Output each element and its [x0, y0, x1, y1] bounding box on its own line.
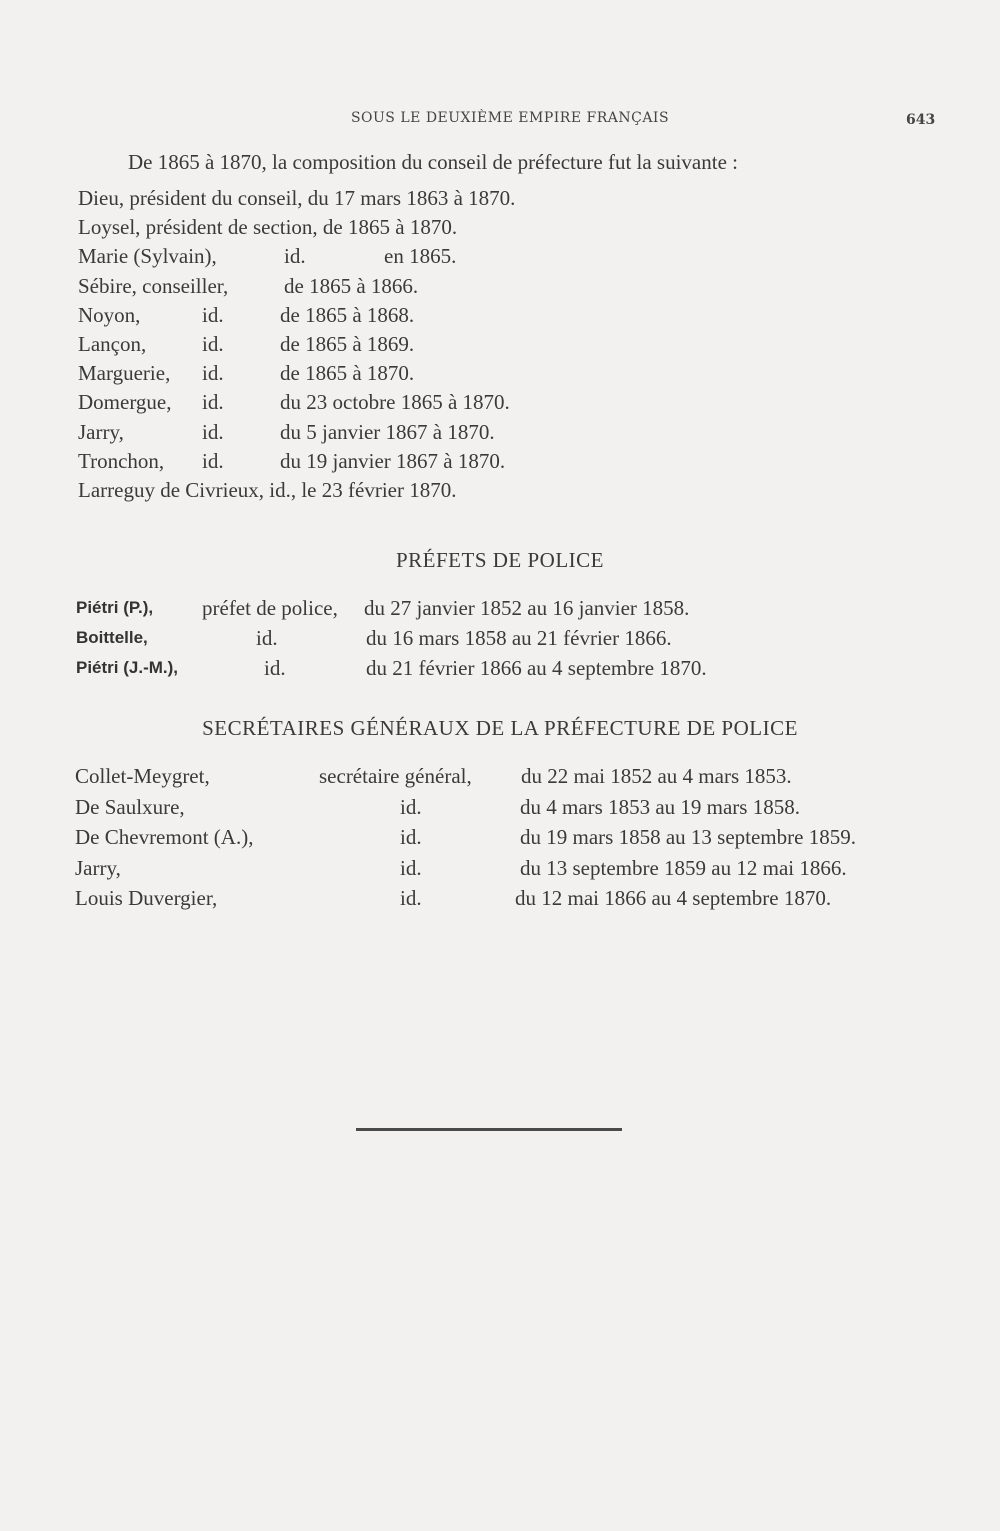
entry-name: Piétri (J.-M.),	[76, 658, 179, 677]
entry-name: Marguerie,	[78, 361, 171, 386]
entry-role: id.	[400, 855, 422, 880]
entry-dates: du 13 septembre 1859 au 12 mai 1866.	[520, 855, 847, 880]
entry-name: Collet-Meygret,	[75, 764, 210, 788]
entry-role: id.	[400, 825, 422, 849]
entry-dates: du 19 janvier 1867 à 1870.	[280, 448, 506, 473]
entry-role: id.	[202, 419, 224, 444]
entry-text: Loysel, président de section, de 1865 à 1870.	[78, 215, 458, 240]
entry-name: De Saulxure,	[75, 794, 185, 819]
entry-dates: de 1865 à 1870.	[280, 361, 415, 386]
entry-dates: du 21 février 1866 au 4 septembre 1870.	[366, 656, 707, 680]
entry-dates: en 1865.	[384, 244, 457, 269]
closing-rule	[356, 1128, 622, 1131]
entry-role: id.	[284, 244, 306, 269]
entry-name: Jarry,	[75, 855, 121, 880]
entry-dates: de 1865 à 1868.	[280, 302, 415, 327]
entry-name: Lançon,	[78, 331, 147, 356]
entry-role: id.	[202, 390, 224, 415]
entry-role: id.	[256, 626, 278, 650]
entry-role: id.	[202, 302, 224, 327]
entry-role: id.	[202, 448, 224, 473]
entry-dates: de 1865 à 1869.	[280, 331, 415, 356]
entry-role: id.	[202, 361, 224, 386]
entry-name: Boittelle,	[76, 628, 148, 647]
entry-name: Louis Duvergier,	[75, 886, 218, 910]
entry-name: Jarry,	[78, 419, 124, 444]
entry-name: Noyon,	[78, 302, 141, 327]
entry-dates: du 19 mars 1858 au 13 septembre 1859.	[520, 825, 856, 849]
entry-name: Tronchon,	[78, 448, 165, 473]
running-title: SOUS LE DEUXIÈME EMPIRE FRANÇAIS	[350, 110, 670, 126]
entry-name: Piétri (P.),	[76, 598, 154, 617]
entry-text: Dieu, président du conseil, du 17 mars 1863 à 1870.	[78, 186, 516, 210]
entry-role: id.	[202, 331, 224, 356]
entry-dates: du 23 octobre 1865 à 1870.	[280, 390, 510, 415]
entry-name: Marie (Sylvain),	[78, 244, 217, 269]
entry-dates: de 1865 à 1866.	[284, 273, 419, 298]
entry-name: Domergue,	[78, 390, 172, 415]
entry-role: secrétaire général,	[319, 764, 472, 788]
section-title-secretaires: SECRÉTAIRES GÉNÉRAUX DE LA PRÉFECTURE DE POLICE	[202, 716, 798, 740]
entry-dates: du 5 janvier 1867 à 1870.	[280, 419, 495, 444]
entry-dates: du 4 mars 1853 au 19 mars 1858.	[520, 794, 800, 819]
entry-text: Larreguy de Civrieux, id., le 23 février 1870.	[78, 477, 457, 502]
entry-role: id.	[400, 794, 422, 819]
entry-name: Sébire, conseiller,	[78, 273, 229, 298]
entry-role: id.	[400, 886, 422, 910]
entry-dates: du 16 mars 1858 au 21 février 1866.	[366, 626, 672, 650]
entry-name: De Chevremont (A.),	[75, 825, 254, 849]
entry-dates: du 22 mai 1852 au 4 mars 1853.	[521, 764, 792, 788]
entry-dates: du 27 janvier 1852 au 16 janvier 1858.	[364, 596, 690, 620]
entry-dates: du 12 mai 1866 au 4 septembre 1870.	[515, 886, 832, 910]
page-number: 643	[906, 112, 936, 128]
entry-role: préfet de police,	[202, 596, 338, 620]
section-title-prefets: PRÉFETS DE POLICE	[395, 548, 605, 572]
intro-paragraph: De 1865 à 1870, la composition du conseil de préfecture fut la suivante :	[128, 150, 738, 174]
entry-role: id.	[264, 656, 286, 680]
